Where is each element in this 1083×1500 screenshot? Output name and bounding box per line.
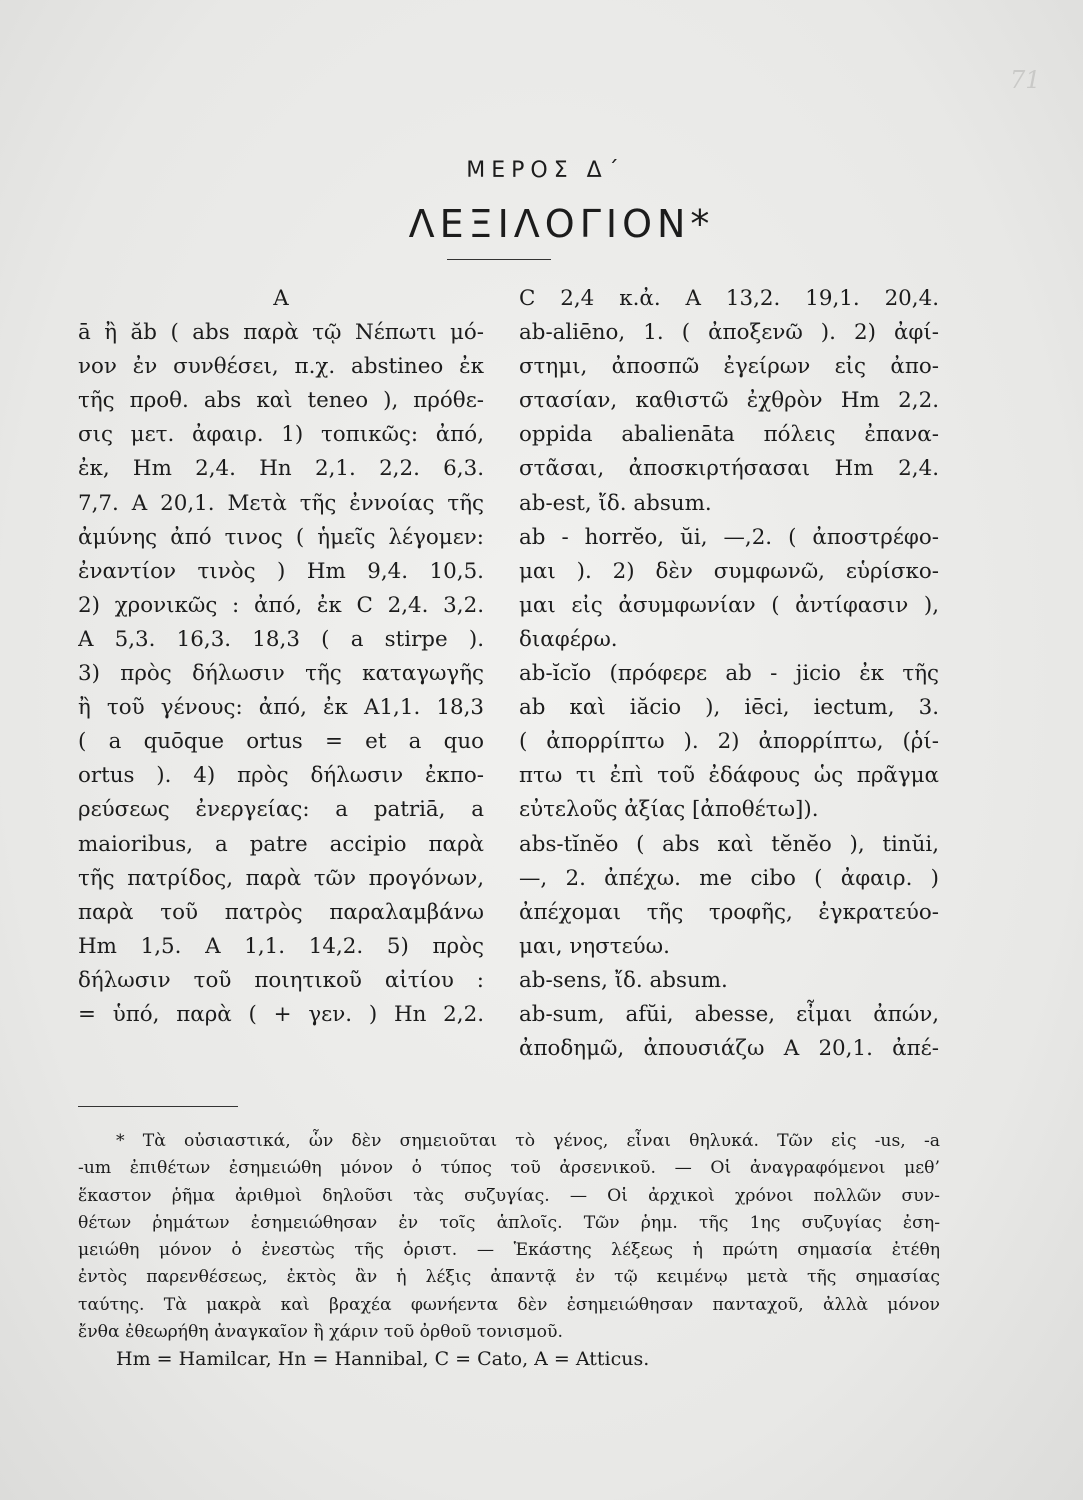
text-line: ἢ τοῦ γένους: ἀπό, ἐκ A1,1. 18,3	[78, 695, 484, 721]
text-line: τῆς προθ. abs καὶ teneo ), πρόθε-	[78, 388, 484, 414]
text-line: σις μετ. ἀφαιρ. 1) τοπικῶς: ἀπό,	[78, 422, 484, 448]
text-line: C 2,4 κ.ἀ. A 13,2. 19,1. 20,4.	[519, 286, 939, 311]
text-line: 2) χρονικῶς : ἀπό, ἐκ C 2,4. 3,2.	[78, 592, 484, 618]
text-line: 3) πρὸς δήλωσιν τῆς καταγωγῆς	[78, 661, 484, 687]
text-line: πτω τι ἐπὶ τοῦ ἐδάφους ὡς πρᾶγμα	[519, 763, 939, 789]
text-line: νον ἐν συνθέσει, π.χ. abstineo ἐκ	[78, 354, 484, 380]
part-title: ΜΕΡΟΣ Δ΄	[466, 158, 625, 183]
abbreviations-line: Hm = Hamilcar, Hn = Hannibal, C = Cato, A = Atticus.	[116, 1348, 650, 1371]
text-line: ( a quōque ortus = et a quo	[78, 729, 484, 755]
footnote-line: μειώθη μόνον ὁ ἐνεστὼς τῆς ὁριστ. — Ἑκάστης λέξεως ἡ πρώτη σημασία ἐτέθη	[78, 1240, 940, 1261]
right-column	[519, 282, 939, 1066]
page-number: 71	[1010, 66, 1041, 94]
text-line: ἀποδημῶ, ἀπουσιάζω A 20,1. ἀπέ-	[519, 1036, 939, 1062]
text-line: ab καὶ iăcio ), iēci, iectum, 3.	[519, 695, 939, 721]
footnote-rule	[78, 1106, 238, 1107]
text-line: —, 2. ἀπέχω. me cibo ( ἀφαιρ. )	[519, 865, 939, 891]
text-line: ab - horrĕo, ŭi, —,2. ( ἀποστρέφο-	[519, 524, 939, 550]
text-line: ἐκ, Hm 2,4. Hn 2,1. 2,2. 6,3.	[78, 456, 484, 482]
text-line: μαι εἰς ἀσυμφωνίαν ( ἀντίφασιν ),	[519, 592, 939, 618]
lexicon-title: ΛΕΞΙΛΟΓΙΟΝ*	[408, 202, 715, 246]
text-line: 7,7. A 20,1. Μετὰ τῆς ἐννοίας τῆς	[78, 490, 484, 516]
text-line: ortus ). 4) πρὸς δήλωσιν ἐκπο-	[78, 763, 484, 789]
footnote-line: ταύτης. Τὰ μακρὰ καὶ βραχέα φωνήεντα δὲν ἐσημειώθησαν πανταχοῦ, ἀλλὰ μόνον	[78, 1294, 940, 1315]
footnote-line: * Τὰ οὐσιαστικά, ὧν δὲν σημειοῦται τὸ γένος, εἶναι θηλυκά. Τῶν εἰς -us, -a	[116, 1131, 940, 1151]
text-line: ἀμύνης ἀπό τινος ( ἡμεῖς λέγομεν:	[78, 524, 484, 550]
text-line: ἀπέχομαι τῆς τροφῆς, ἐγκρατεύο-	[519, 899, 939, 925]
section-letter: A	[273, 286, 289, 311]
text-line: διαφέρω.	[519, 626, 618, 652]
text-line: = ὑπό, παρὰ ( + γεν. ) Hn 2,2.	[78, 1001, 484, 1027]
text-line: στασίαν, καθιστῶ ἐχθρὸν Hm 2,2.	[519, 388, 939, 414]
text-line: ἐναντίον τινὸς ) Hm 9,4. 10,5.	[78, 558, 484, 584]
footnote	[78, 1128, 940, 1374]
text-line: abs-tĭnĕo ( abs καὶ tĕnĕo ), tinŭi,	[519, 831, 939, 857]
text-line: δήλωσιν τοῦ ποιητικοῦ αἰτίου :	[78, 967, 484, 993]
text-line: ab-sum, afŭi, abesse, εἶμαι ἀπών,	[519, 1001, 939, 1027]
text-line: Hm 1,5. A 1,1. 14,2. 5) πρὸς	[78, 933, 484, 959]
text-line: ā ἢ ăb ( abs παρὰ τῷ Νέπωτι μό-	[78, 320, 484, 346]
left-column	[78, 282, 484, 1032]
footnote-line: ἐντὸς παρενθέσεως, ἐκτὸς ἂν ἡ λέξις ἀπαντᾷ ἐν τῷ κειμένῳ μετὰ τῆς σημασίας	[78, 1267, 940, 1288]
title-rule	[447, 259, 551, 260]
text-line: maioribus, a patre accipio παρὰ	[78, 831, 484, 857]
footnote-line: ἔνθα ἐθεωρήθη ἀναγκαῖον ἢ χάριν τοῦ ὀρθοῦ τονισμοῦ.	[78, 1322, 563, 1343]
text-line: μαι, νηστεύω.	[519, 933, 670, 959]
text-line: ρεύσεως ἐνεργείας: a patriā, a	[78, 797, 484, 823]
text-line: τῆς πατρίδος, παρὰ τῶν προγόνων,	[78, 865, 484, 891]
text-line: ( ἀπορρίπτω ). 2) ἀπορρίπτω, (ῥί-	[519, 729, 939, 755]
text-line: A 5,3. 16,3. 18,3 ( a stirpe ).	[78, 626, 484, 652]
text-line: oppida abalienāta πόλεις ἐπανα-	[519, 422, 939, 448]
text-line: ab-est, ἴδ. absum.	[519, 490, 712, 516]
text-line: ab-ĭcĭo (πρόφερε ab - jicio ἐκ τῆς	[519, 661, 939, 687]
text-line: στᾶσαι, ἀποσκιρτήσασαι Hm 2,4.	[519, 456, 939, 482]
text-line: παρὰ τοῦ πατρὸς παραλαμβάνω	[78, 899, 484, 925]
text-line: μαι ). 2) δὲν συμφωνῶ, εὑρίσκο-	[519, 558, 939, 584]
text-line: στημι, ἀποσπῶ ἐγείρων εἰς ἀπο-	[519, 354, 939, 380]
footnote-line: ἕκαστον ῥῆμα ἀριθμοὶ δηλοῦσι τὰς συζυγίας. — Οἱ ἀρχικοὶ χρόνοι πολλῶν συν-	[78, 1185, 940, 1206]
footnote-line: θέτων ῥημάτων ἐσημειώθησαν ἐν τοῖς ἁπλοῖς. Τῶν ῥημ. τῆς 1ης συζυγίας ἐση-	[78, 1212, 940, 1233]
text-line: ab-aliēno, 1. ( ἀποξενῶ ). 2) ἀφί-	[519, 320, 939, 346]
text-line: εὐτελοῦς ἀξίας [ἀποθέτω]).	[519, 797, 819, 823]
footnote-line: -um ἐπιθέτων ἐσημειώθη μόνον ὁ τύπος τοῦ ἀρσενικοῦ. — Οἱ ἀναγραφόμενοι μεθ’	[78, 1158, 940, 1179]
text-line: ab-sens, ἴδ. absum.	[519, 967, 728, 993]
